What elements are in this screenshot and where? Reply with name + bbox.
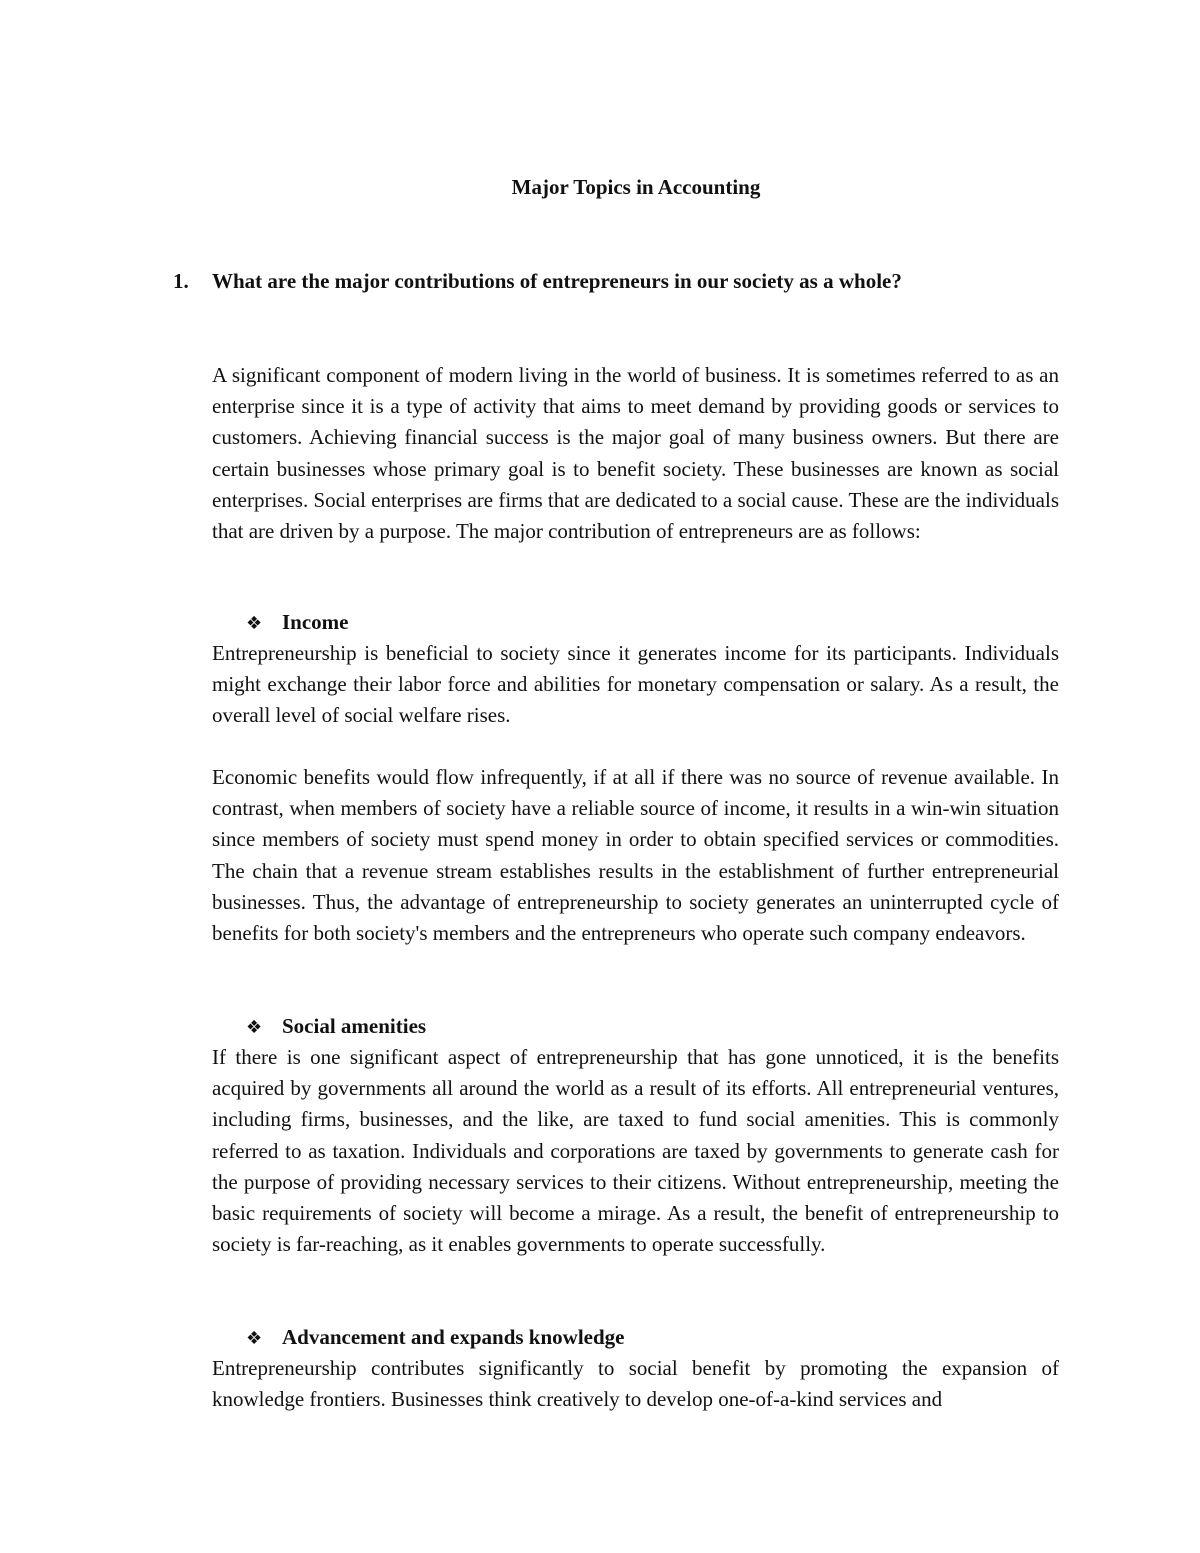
section-heading-label: Advancement and expands knowledge bbox=[282, 1325, 625, 1349]
intro-paragraph: A significant component of modern living in the world of business. It is sometimes referred to as an enterprise since it is a type of activity that aims to meet demand by providing goods or services to customers. Achieving financial success is the major goal of many business owners. But there are certain businesses whose primary goal is to benefit society. These businesses are known as social enterprises. Social enterprises are firms that are dedicated to a social cause. These are the individuals that are driven by a purpose. The major contribution of entrepreneurs are as follows: bbox=[212, 363, 1059, 544]
social-amenities-paragraph: If there is one significant aspect of entrepreneurship that has gone unnoticed, it is the benefits acquired by governments all around the world as a result of its efforts. All entrepreneurial ventures, including firms, businesses, and the like, are taxed to fund social amenities. This is commonly referred to as taxation. Individuals and corporations are taxed by governments to generate cash for the purpose of providing necessary services to their citizens. Without entrepreneurship, meeting the basic requirements of society will become a mirage. As a result, the benefit of entrepreneurship to society is far-reaching, as it enables governments to operate successfully. bbox=[212, 1045, 1059, 1257]
diamond-bullet-icon: ❖ bbox=[246, 613, 263, 634]
diamond-bullet-icon: ❖ bbox=[246, 1328, 263, 1349]
question-number: 1. bbox=[173, 269, 189, 293]
advancement-paragraph: Entrepreneurship contributes significantly to social benefit by promoting the expansion of knowledge frontiers. Businesses think creatively to develop one-of-a-kind services and bbox=[212, 1356, 1059, 1412]
income-paragraph-1: Entrepreneurship is beneficial to society since it generates income for its participants. Individuals might exchange their labor force and abilities for monetary compensation or salary. As a result, the overall level of social welfare rises. bbox=[212, 641, 1059, 728]
section-heading-advancement bbox=[246, 1322, 624, 1354]
question-text: What are the major contributions of entrepreneurs in our society as a whole? bbox=[212, 269, 902, 293]
section-heading-label: Social amenities bbox=[282, 1014, 427, 1038]
income-paragraph-2: Economic benefits would flow infrequently, if at all if there was no source of revenue available. In contrast, when members of society have a reliable source of income, it results in a win-win situation since members of society must spend money in order to obtain specified services or commodities. The chain that a revenue stream establishes results in the establishment of further entrepreneurial businesses. Thus, the advantage of entrepreneurship to society generates an uninterrupted cycle of benefits for both society's members and the entrepreneurs who operate such company endeavors. bbox=[212, 765, 1059, 946]
section-heading-social-amenities bbox=[246, 1011, 426, 1043]
section-heading-income bbox=[246, 607, 349, 639]
document-title: Major Topics in Accounting bbox=[511, 175, 761, 199]
section-heading-label: Income bbox=[282, 610, 349, 634]
question-1 bbox=[173, 266, 1073, 297]
diamond-bullet-icon: ❖ bbox=[246, 1017, 263, 1038]
